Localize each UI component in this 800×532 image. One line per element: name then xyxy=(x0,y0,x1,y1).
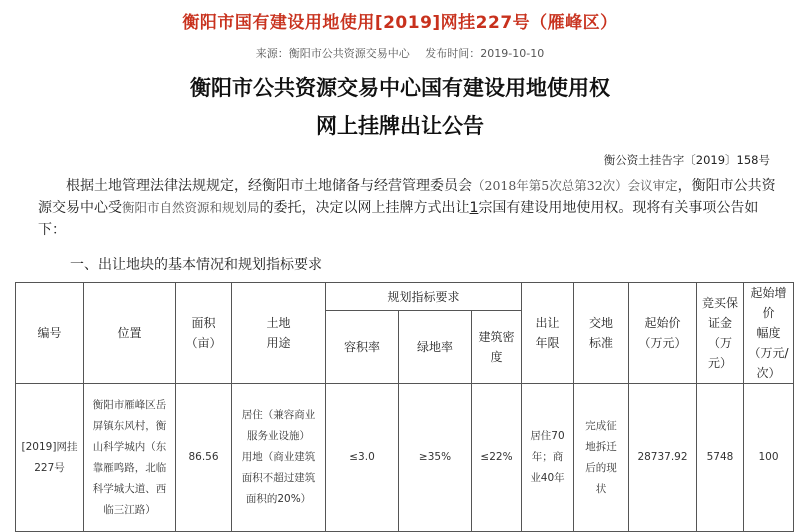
announcement-title-line1: 衡阳市公共资源交易中心国有建设用地使用权 xyxy=(190,76,610,100)
cell-delivery: 完成征 地拆迁 后的现 状 xyxy=(574,384,629,532)
source-text: 来源：衡阳市公共资源交易中心 xyxy=(255,47,410,60)
header-planning-group: 规划指标要求 xyxy=(326,283,522,311)
cell-term: 居住70 年；商 业40年 xyxy=(522,384,574,532)
header-location: 位置 xyxy=(84,283,176,384)
header-term: 出让 年限 xyxy=(522,283,574,384)
header-increment: 起始增价 幅度 （万元/次） xyxy=(744,283,794,384)
cell-area: 86.56 xyxy=(176,384,232,532)
intro-paragraph xyxy=(38,175,778,241)
cell-land-use: 居住（兼容商业 服务业设施） 用地（商业建筑 面积不超过建筑 面积的20%） xyxy=(232,384,326,532)
land-parcel-table xyxy=(15,282,794,532)
header-density: 建筑密 度 xyxy=(472,311,522,384)
intro-part4: 宗国有建设用地使用权。现将有关事项公告如下： xyxy=(38,200,759,238)
cell-deposit: 5748 xyxy=(697,384,744,532)
header-number: 编号 xyxy=(16,283,84,384)
cell-increment: 100 xyxy=(744,384,794,532)
intro-part1: 根据土地管理法律法规规定，经衡阳市土地储备与经营管理委员会 xyxy=(66,178,472,194)
header-far: 容积率 xyxy=(326,311,399,384)
intro-agency: 衡阳市自然资源和规划局 xyxy=(122,200,260,215)
header-delivery: 交地 标准 xyxy=(574,283,629,384)
intro-part2: ，衡阳市公共资源交易中心受 xyxy=(38,178,776,216)
header-land-use: 土地 用途 xyxy=(232,283,326,384)
intro-meeting: （2018年第5次总第32次）会议审定 xyxy=(472,178,678,193)
document-number: 衡公资土挂告字〔2019〕158号 xyxy=(603,153,770,167)
cell-location: 衡阳市雁峰区岳 屏镇东风村，衡 山科学城内（东 靠雁鸣路，北临 科学城大道、西 临三江路） xyxy=(84,384,176,532)
intro-part3: 的委托，决定以网上挂牌方式出让 xyxy=(259,200,470,216)
table-header-row xyxy=(16,283,794,311)
source-line xyxy=(0,45,800,61)
publish-time: 发布时间：2019-10-10 xyxy=(425,47,545,60)
header-deposit: 竞买保 证金 （万元） xyxy=(697,283,744,384)
cell-green: ≥35% xyxy=(399,384,472,532)
header-area: 面积 （亩） xyxy=(176,283,232,384)
announcement-title-line2: 网上挂牌出让公告 xyxy=(316,114,484,138)
header-start-price: 起始价 （万元） xyxy=(629,283,697,384)
cell-start-price: 28737.92 xyxy=(629,384,697,532)
cell-density: ≤22% xyxy=(472,384,522,532)
section-heading: 一、出让地块的基本情况和规划指标要求 xyxy=(70,257,322,273)
cell-far: ≤3.0 xyxy=(326,384,399,532)
table-row xyxy=(16,384,794,532)
header-green: 绿地率 xyxy=(399,311,472,384)
page-title: 衡阳市国有建设用地使用[2019]网挂227号（雁峰区） xyxy=(182,13,618,33)
cell-number: [2019]网挂 227号 xyxy=(16,384,84,532)
intro-count: 1 xyxy=(469,200,479,216)
